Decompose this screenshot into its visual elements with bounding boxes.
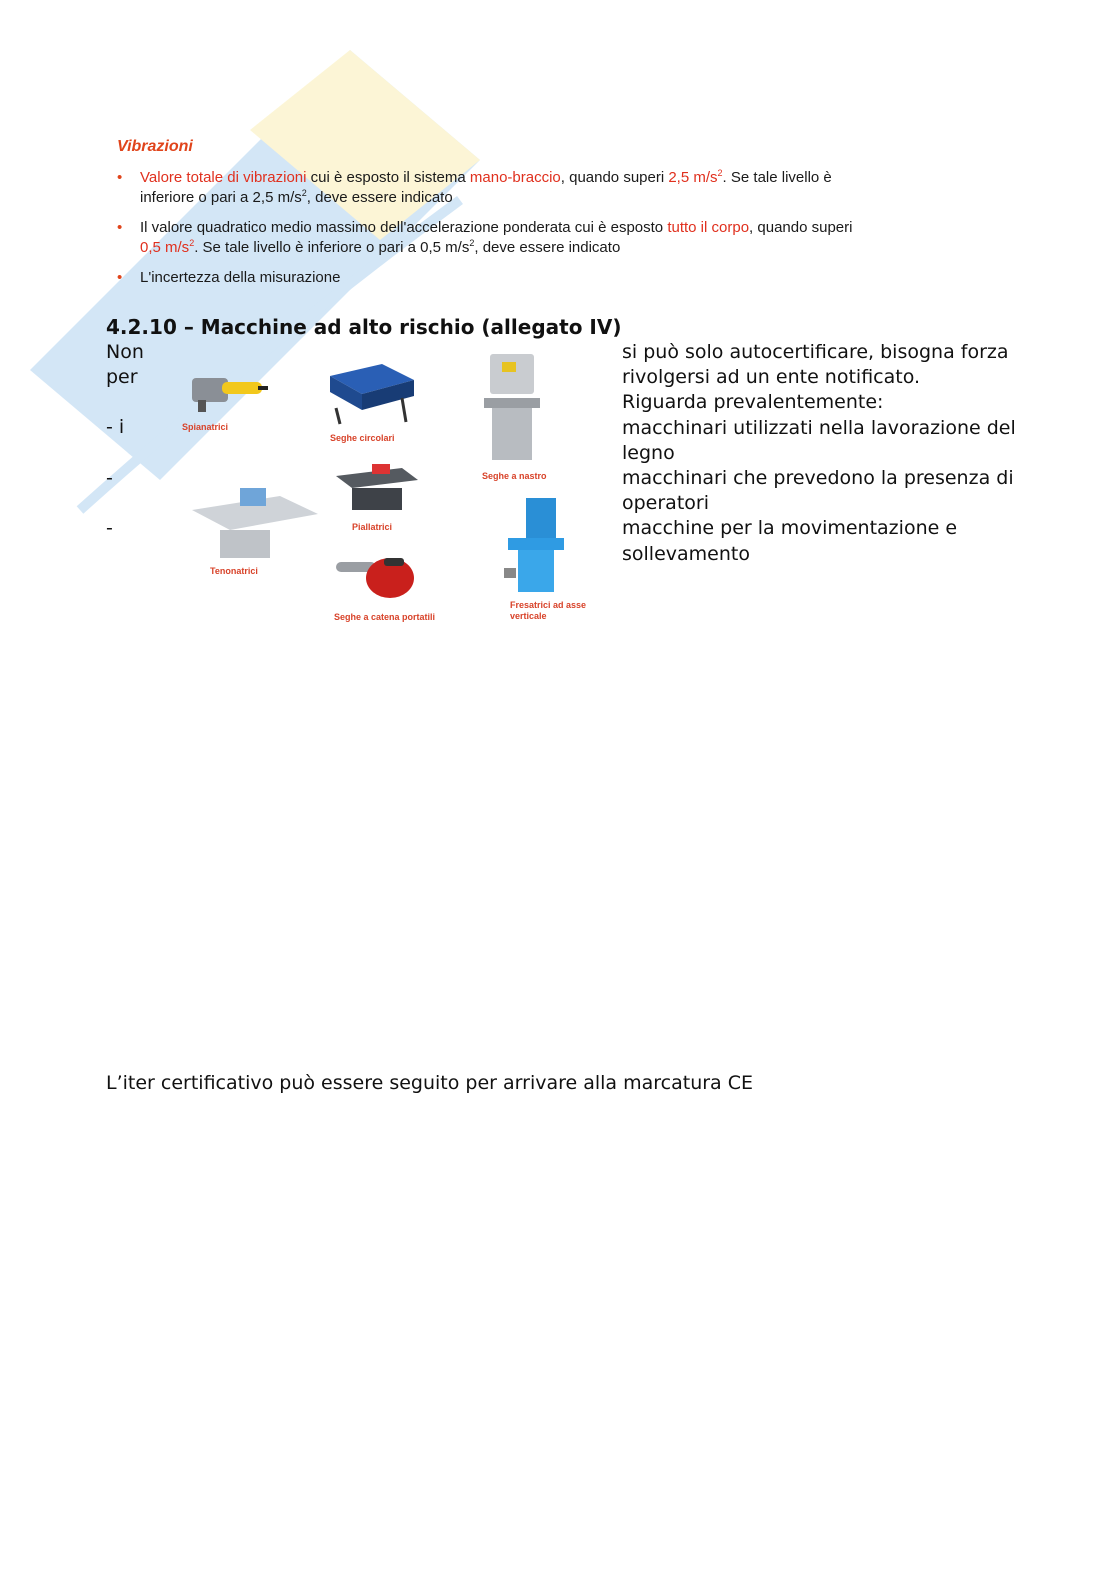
band-saw-image [482, 352, 542, 464]
vibrations-section [117, 138, 877, 298]
paragraph: si può solo autocertificare, bisogna forza rivolgersi ad un ente notificato. [622, 341, 1009, 389]
machine-label: verticale [510, 611, 547, 621]
left-fragment: - i [106, 416, 125, 438]
machine-label: Fresatrici ad asse [510, 600, 587, 610]
left-fragment: - [106, 517, 113, 539]
left-fragment: - [106, 467, 113, 489]
bullet-marker: • [117, 269, 123, 286]
bullet-marker: • [117, 219, 123, 236]
spianatrice-image [188, 364, 270, 416]
machines-illustration [170, 350, 610, 630]
bullet-marker: • [117, 169, 123, 186]
tenoner-image [190, 484, 320, 562]
chainsaw-image [334, 548, 420, 606]
milling-machine-image [500, 496, 570, 596]
machine-label: Spianatrici [182, 422, 229, 432]
certification-note: L’iter certificativo può essere seguito per arrivare alla marcatura CE [106, 1072, 754, 1094]
vibration-bullet-1: • Valore totale di vibrazioni cui è esposto il sistema mano-braccio, quando superi 2,5 $m/s^2$. Se tale livello è inferiore o pari a 2,5 $m/s^2$, deve essere indicato [117, 168, 832, 206]
machine-label: Seghe a catena portatili [334, 612, 436, 622]
right-text-column [622, 340, 1052, 567]
machine-label: Piallatrici [352, 522, 393, 532]
paragraph: macchinari utilizzati nella lavorazione del legno [622, 416, 1016, 464]
vibration-bullet-3: • L'incertezza della misurazione [117, 269, 341, 286]
machine-label: Seghe circolari [330, 433, 395, 443]
section-heading: 4.2.10 – Macchine ad alto rischio (allegato IV) [106, 315, 622, 339]
machine-label: Tenonatrici [210, 566, 258, 576]
left-fragment: per [106, 366, 138, 388]
paragraph: Riguarda prevalentemente: [622, 391, 884, 414]
planer-image [332, 462, 422, 514]
vibration-bullet-2: • Il valore quadratico medio massimo dell'accelerazione ponderata cui è esposto tutto il corpo, quando superi 0,5 $m/s^2$. Se tale livello è inferiore o pari a 0,5 $m/s^2$, deve essere indicato [117, 219, 853, 256]
paragraph: macchine per la movimentazione e sollevamento [622, 517, 958, 565]
machine-label: Seghe a nastro [482, 471, 547, 481]
left-fragment: Non [106, 341, 144, 363]
circular-saw-image [322, 358, 418, 426]
paragraph: macchinari che prevedono la presenza di operatori [622, 467, 1014, 515]
vibrations-title: Vibrazioni [117, 138, 193, 155]
